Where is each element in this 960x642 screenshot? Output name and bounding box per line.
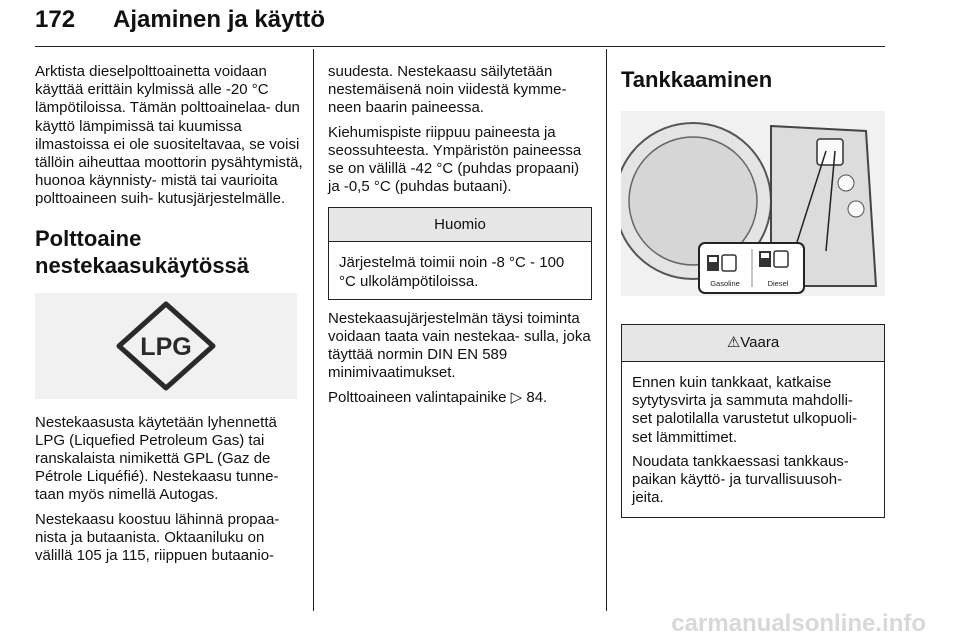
page-reference-link[interactable]: 84. — [526, 388, 548, 406]
section-heading-refuelling: Tankkaaminen — [621, 67, 773, 92]
page-reference-arrow-icon: ▷ — [510, 388, 523, 406]
notice-box — [328, 207, 592, 299]
paragraph-lpg-intro: Nestekaasusta käytetään lyhennettä LPG (Liquefied Petroleum Gas) tai ranskalaista nimikettä GPL (Gaz de Pétrole Liquéfié). Nestekaasu tunne- taan myös nimellä Autogas. — [35, 413, 279, 504]
column-divider-1 — [313, 49, 314, 611]
warning-box — [621, 324, 885, 518]
paragraph-arctic-diesel: Arktista dieselpolttoainetta voidaan käyttää erittäin kylmissä alle -20 °C lämpötiloissa. Tämän polttoainelaa- dun käyttö lämpimissä tai kuumissa ilmastoissa ei ole suositeltavaa, se voisi tällöin aiheuttaa moottorin pysähtymistä, huonoa käynnisty- mistä tai vaurioita polttoaineen suih- kutusjärjestelmälle. — [35, 63, 303, 208]
warning-paragraph-2: Noudata tankkaessasi tankkaus- paikan käyttö- ja turvallisuusoh- jeita. — [632, 452, 849, 507]
warning-paragraph-1: Ennen kuin tankkaat, katkaise sytytysvirta ja sammuta mahdolli- set palotilalla varustetut ulkopuoli- set lämmittimet. — [632, 374, 858, 446]
header-divider — [35, 46, 885, 47]
fuel-flap-image — [621, 111, 885, 296]
notice-text: Järjestelmä toimii noin -8 °C - 100 °C ulkolämpötiloissa. — [339, 254, 565, 290]
gasoline-label: Gasoline — [710, 279, 740, 288]
column-2 — [328, 63, 592, 407]
warning-body — [622, 362, 884, 517]
page-header-title: Ajaminen ja käyttö — [113, 6, 326, 33]
warning-title: Vaara — [740, 334, 780, 351]
paragraph-lpg-composition: Nestekaasu koostuu lähinnä propaa- nista ja butaanista. Oktaaniluku on välillä 105 ja 115, riippuen butaanio- — [35, 510, 280, 565]
column-divider-2 — [606, 49, 607, 611]
paragraph-lpg-storage: suudesta. Nestekaasu säilytetään nestemäisenä noin viidestä kymme- neen baarin paineessa. — [328, 63, 567, 117]
diesel-label: Diesel — [767, 279, 789, 288]
lpg-diamond-icon — [111, 298, 221, 394]
fuel-selector-text: Polttoaineen valintapainike — [328, 388, 507, 406]
lpg-symbol-text: LPG — [140, 332, 192, 361]
lpg-symbol-image — [35, 293, 297, 399]
notice-title: Huomio — [329, 208, 591, 242]
watermark: carmanualsonline.info — [671, 610, 926, 637]
heading-line-1: Polttoaine — [35, 225, 142, 251]
warning-triangle-icon: ⚠ — [726, 334, 741, 351]
paragraph-lpg-standard: Nestekaasujärjestelmän täysi toiminta voidaan taata vain nestekaa- sulla, joka täyttää normin DIN EN 589 minimivaatimukset. — [328, 309, 591, 382]
section-heading-lpg — [35, 225, 303, 279]
paragraph-boiling-point: Kiehumispiste riippuu paineesta ja seossuhteesta. Ympäristön paineessa se on välillä -42 °C (puhdas propaani) ja -0,5 °C (puhdas butaani). — [328, 123, 582, 196]
page-number: 172 — [35, 6, 76, 33]
heading-line-2: nestekaasukäytössä — [35, 252, 250, 278]
paragraph-fuel-selector — [328, 389, 592, 407]
column-1 — [35, 63, 303, 565]
warning-header — [622, 325, 884, 362]
